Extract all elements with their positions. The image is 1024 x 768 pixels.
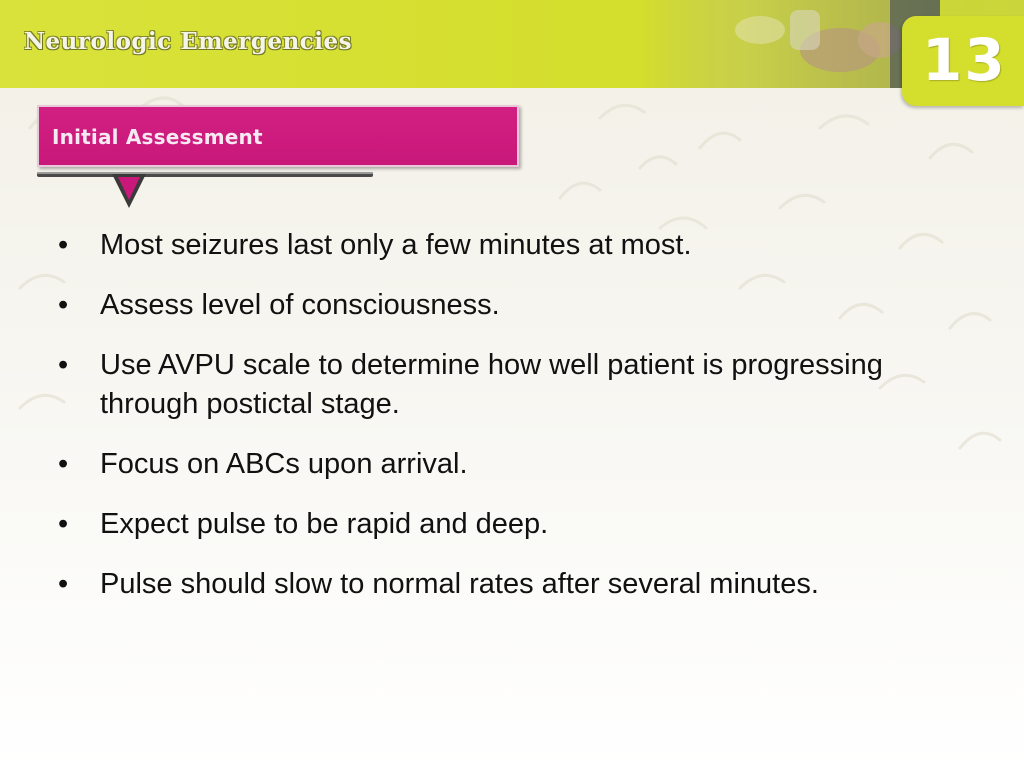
bullet-dot: • bbox=[58, 229, 69, 261]
bullet-dot: • bbox=[58, 508, 69, 540]
bullet-dot: • bbox=[58, 289, 69, 321]
bullet-text: Pulse should slow to normal rates after several minutes. bbox=[100, 568, 819, 600]
header-band bbox=[0, 0, 1024, 88]
bullet-list bbox=[56, 226, 896, 625]
bullet-text: Assess level of consciousness. bbox=[100, 289, 500, 321]
header-title: Neurologic Emergencies bbox=[24, 28, 353, 55]
bullet-text: Use AVPU scale to determine how well patient is progressing through postictal stage. bbox=[100, 349, 883, 420]
bullet-item bbox=[56, 445, 896, 484]
bullet-item bbox=[56, 505, 896, 544]
bullet-dot: • bbox=[58, 349, 69, 381]
banner-underline bbox=[37, 171, 373, 179]
bullet-item bbox=[56, 346, 896, 424]
bullet-text: Most seizures last only a few minutes at most. bbox=[100, 229, 692, 261]
bullet-dot: • bbox=[58, 448, 69, 480]
bullet-dot: • bbox=[58, 568, 69, 600]
header-photo-image bbox=[640, 0, 940, 88]
bullet-item bbox=[56, 565, 896, 604]
bullet-text: Focus on ABCs upon arrival. bbox=[100, 448, 468, 480]
section-title: Initial Assessment bbox=[52, 125, 263, 149]
bullet-item bbox=[56, 286, 896, 325]
pointer-arrow-icon bbox=[110, 172, 148, 210]
chapter-number: 13 bbox=[922, 26, 1007, 94]
bullet-item bbox=[56, 226, 896, 265]
bullet-text: Expect pulse to be rapid and deep. bbox=[100, 508, 549, 540]
